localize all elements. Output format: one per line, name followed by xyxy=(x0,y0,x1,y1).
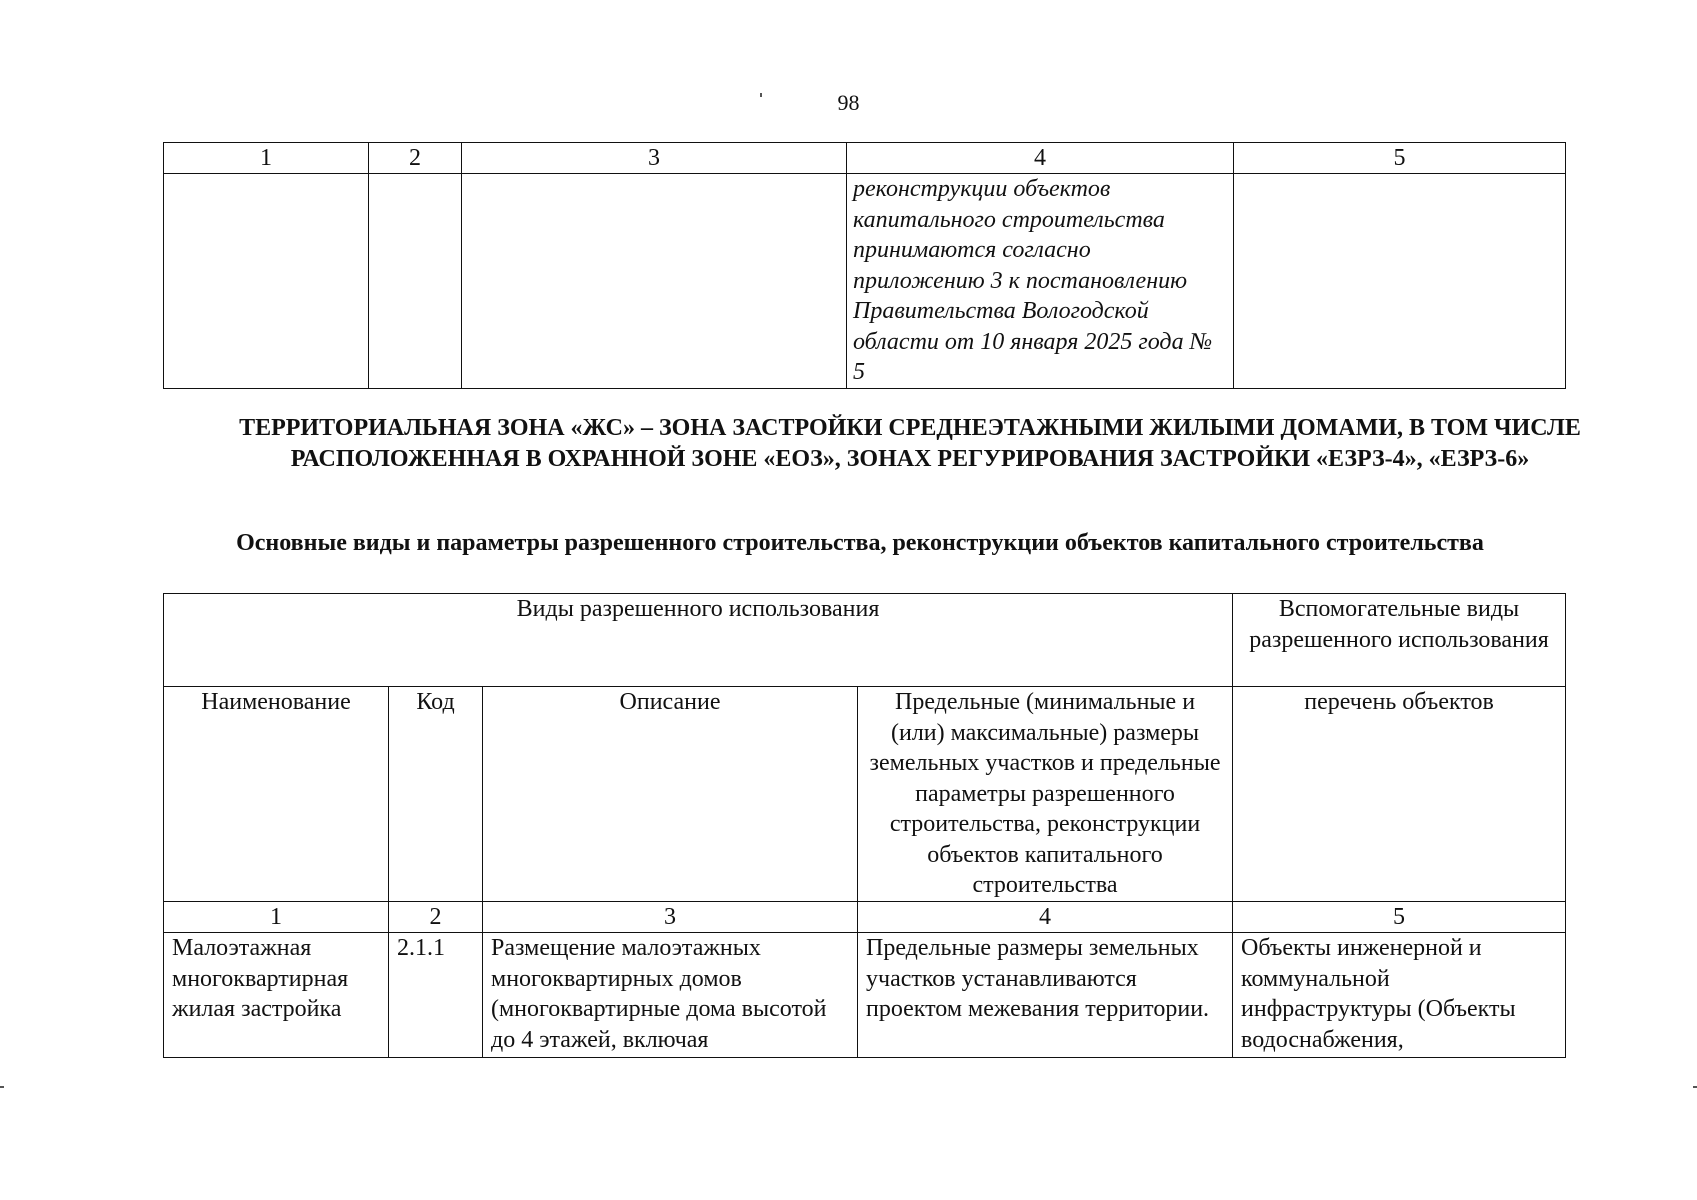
group-header-main: Виды разрешенного использования xyxy=(164,594,1233,687)
column-number-cell: 4 xyxy=(847,143,1234,174)
empty-cell xyxy=(1234,174,1566,389)
group-header-row xyxy=(164,594,1566,687)
use-objects: Объекты инженерной и коммунальной инфраструктуры (Объекты водоснабжения, xyxy=(1233,933,1566,1058)
header-name: Наименование xyxy=(164,687,389,902)
column-number-cell: 5 xyxy=(1233,902,1566,933)
scan-mark-right xyxy=(1693,1086,1697,1088)
column-number-cell: 3 xyxy=(483,902,858,933)
column-number-cell: 3 xyxy=(462,143,847,174)
empty-cell xyxy=(369,174,462,389)
header-code: Код xyxy=(389,687,483,902)
continuation-table-header-row xyxy=(164,143,1566,174)
continued-limits-text: реконструкции объектов капитального строительства принимаются согласно приложению 3 к постановлению Правительства Вологодской области от 10 января 2025 года № 5 xyxy=(847,174,1234,389)
column-number-cell: 4 xyxy=(858,902,1233,933)
group-header-aux: Вспомогательные виды разрешенного использования xyxy=(1233,594,1566,687)
scan-mark-left xyxy=(0,1086,4,1088)
scan-mark-top xyxy=(760,93,762,97)
column-number-cell: 5 xyxy=(1234,143,1566,174)
continuation-table-row xyxy=(164,174,1566,389)
section-subtitle: Основные виды и параметры разрешенного строительства, реконструкции объектов капитального строительства xyxy=(236,530,1484,556)
use-description: Размещение малоэтажных многоквартирных домов (многоквартирные дома высотой до 4 этажей, включая xyxy=(483,933,858,1058)
empty-cell xyxy=(462,174,847,389)
header-description: Описание xyxy=(483,687,858,902)
permitted-use-table xyxy=(163,593,1566,1058)
table-row xyxy=(164,933,1566,1058)
continuation-table xyxy=(163,142,1566,389)
column-number-cell: 2 xyxy=(369,143,462,174)
header-limits: Предельные (минимальные и (или) максимальные) размеры земельных участков и предельные параметры разрешенного строительства, реконструкции объектов капитального строительства xyxy=(858,687,1233,902)
empty-cell xyxy=(164,174,369,389)
header-objects: перечень объектов xyxy=(1233,687,1566,902)
column-number-cell: 2 xyxy=(389,902,483,933)
column-number-cell: 1 xyxy=(164,902,389,933)
use-code: 2.1.1 xyxy=(389,933,483,1058)
column-number-cell: 1 xyxy=(164,143,369,174)
page-number: 98 xyxy=(837,90,860,115)
use-name: Малоэтажная многоквартирная жилая застройка xyxy=(164,933,389,1058)
column-number-row xyxy=(164,902,1566,933)
column-header-row xyxy=(164,687,1566,902)
use-limits: Предельные размеры земельных участков устанавливаются проектом межевания территории. xyxy=(858,933,1233,1058)
zone-title: ТЕРРИТОРИАЛЬНАЯ ЗОНА «ЖС» – ЗОНА ЗАСТРОЙКИ СРЕДНЕЭТАЖНЫМИ ЖИЛЫМИ ДОМАМИ, В ТОМ ЧИСЛЕ РАСПОЛОЖЕННАЯ В ОХРАННОЙ ЗОНЕ «ЕОЗ», ЗОНАХ РЕГУРИРОВАНИЯ ЗАСТРОЙКИ «ЕЗРЗ-4», «ЕЗРЗ-6» xyxy=(239,415,1581,472)
